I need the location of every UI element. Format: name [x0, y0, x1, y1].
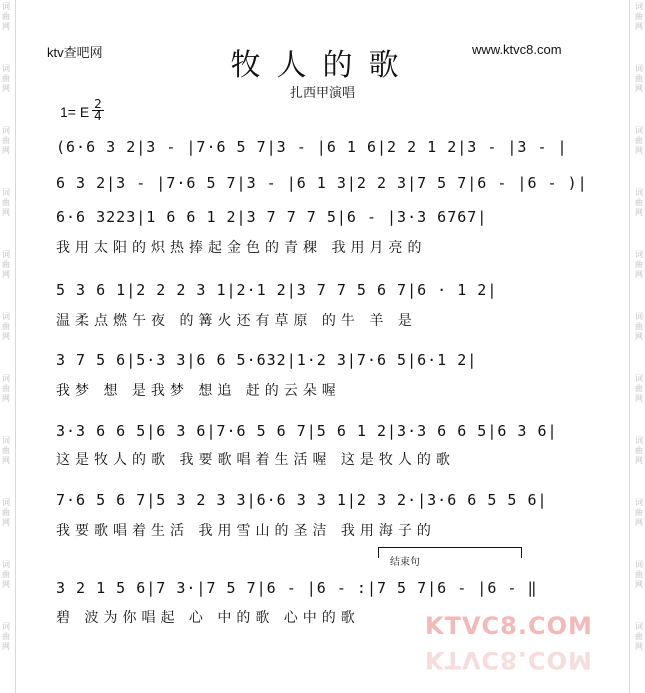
- notation-line-1: (6·6 3 2|3 - |7·6 5 7|3 - |6 1 6|2 2 1 2|3 - |3 - |: [56, 138, 568, 156]
- site-watermark: KTVC8.COM: [425, 612, 593, 640]
- lyric-line-4: 温柔点燃午夜 的篝火还有草原 的牛 羊 是: [56, 313, 417, 329]
- notation-line-3: 6·6 3223|1 6 6 1 2|3 7 7 7 5|6 - |3·3 6767|: [56, 208, 488, 226]
- notation-line-5: 3 7 5 6|5·3 3|6 6 5·632|1·2 3|7·6 5|6·1 2|: [56, 351, 478, 369]
- time-signature-bottom: 4: [94, 109, 102, 123]
- notation-line-4: 5 3 6 1|2 2 2 3 1|2·1 2|3 7 7 5 6 7|6 · 1 2|: [56, 281, 498, 299]
- lyric-line-8: 碧 波为你唱起 心 中的歌 心中的歌: [56, 610, 360, 626]
- lyric-line-3: 我用太阳的炽热捧起金色的青稞 我用月亮的: [56, 240, 427, 256]
- key-signature: 1= E: [60, 104, 90, 120]
- left-side-watermark: 词 曲 网 词 曲 网 词 曲 网 词 曲 网 词 曲 网 词 曲 网 词 曲 网 词 曲 网 词 曲 网 词 曲 网 词 曲 网: [2, 2, 10, 651]
- song-title: 牧人的歌: [230, 48, 415, 83]
- site-name-left: ktv查吧网: [47, 45, 103, 60]
- notation-line-8: 3 2 1 5 6|7 3·|7 5 7|6 - |6 - :|7 5 7|6 - |6 - ‖: [56, 579, 538, 597]
- time-signature-top: 2: [92, 99, 104, 111]
- lyric-line-6: 这是牧人的歌 我要歌唱着生活喔 这是牧人的歌: [56, 452, 455, 468]
- lyric-line-5: 我梦 想 是我梦 想追 赶的云朵喔: [56, 383, 341, 399]
- notation-line-7: 7·6 5 6 7|5 3 2 3 3|6·6 3 3 1|2 3 2·|3·6 6 5 5 6|: [56, 491, 548, 509]
- right-side-watermark: 词 曲 网 词 曲 网 词 曲 网 词 曲 网 词 曲 网 词 曲 网 词 曲 网 词 曲 网 词 曲 网 词 曲 网 词 曲 网: [635, 2, 643, 651]
- notation-line-6: 3·3 6 6 5|6 3 6|7·6 5 6 7|5 6 1 2|3·3 6 6 5|6 3 6|: [56, 422, 558, 440]
- ending-label: 结束句: [390, 557, 420, 568]
- notation-line-2: 6 3 2|3 - |7·6 5 7|3 - |6 1 3|2 2 3|7 5 7|6 - |6 - )|: [56, 174, 588, 192]
- site-watermark-reflection: KTVC8.COM: [425, 646, 593, 674]
- singer-credit: 扎西甲演唱: [289, 85, 355, 100]
- lyric-line-7: 我要歌唱着生活 我用雪山的圣洁 我用海子的: [56, 523, 436, 539]
- site-url-right: www.ktvc8.com: [472, 42, 562, 57]
